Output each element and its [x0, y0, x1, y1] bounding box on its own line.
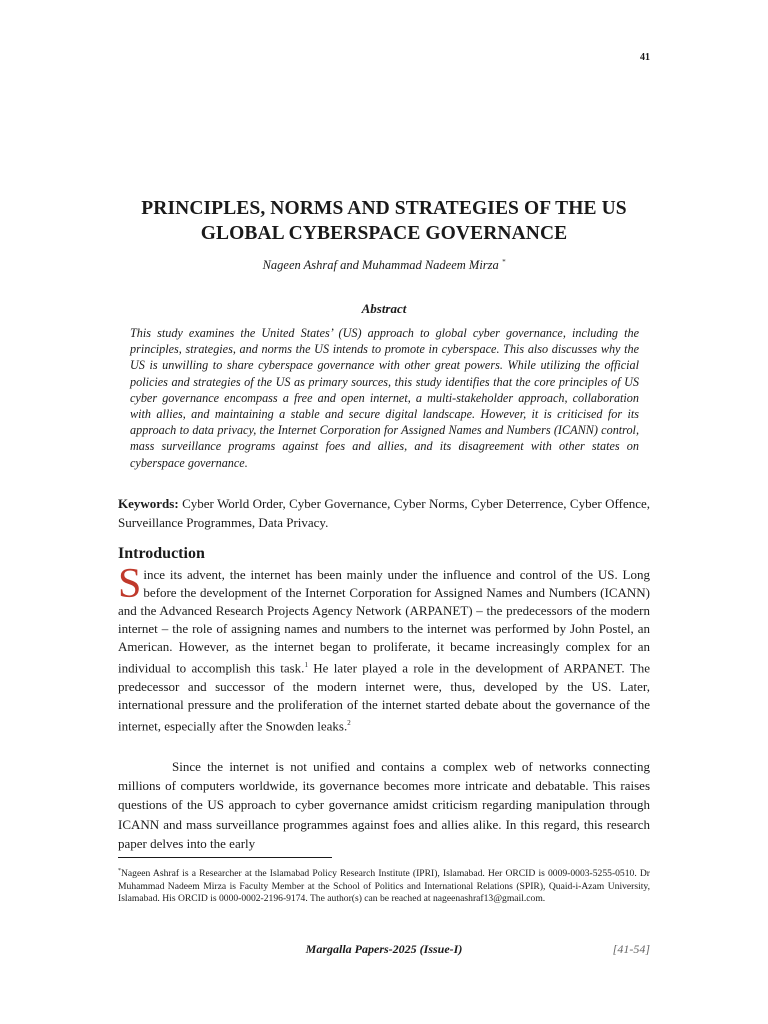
- author-names: Nageen Ashraf and Muhammad Nadeem Mirza: [262, 258, 499, 273]
- section-heading-introduction: Introduction: [118, 545, 205, 562]
- page-number: 41: [640, 52, 650, 63]
- footnote-text: Nageen Ashraf is a Researcher at the Islamabad Policy Research Institute (IPRI), Islamabad. Her ORCID is 0009-0003-5255-0510. Dr Muhammad Nadeem Mirza is Faculty Member at the School of Politics and International Relations (SPIR), Quaid-i-Azam University, Islamabad. His ORCID is 0000-0002-2196-9174. The author(s) can be reached at nageenashraf13@gmail.com.: [118, 868, 650, 904]
- title-line-1: PRINCIPLES, NORMS AND STRATEGIES OF THE US: [141, 198, 627, 219]
- abstract-text: This study examines the United States’ (US) approach to global cyber governance, including the principles, strategies, and norms the US intends to promote in cyberspace. This also discusses why the US is unwilling to share cyberspace governance with other great powers. While utilizing the official policies and strategies of the US as primary sources, this study identifies that the core principles of US cyber governance encompass a free and open internet, a multi-stakeholder approach, collaboration with allies, and maintaining a stable and secure digital landscape. However, it is criticised for its approach to data privacy, the Internet Corporation for Assigned Names and Numbers (ICANN) control, mass surveillance programs against foes and allies, and its disagreement with other states on cyberspace governance.: [130, 326, 639, 470]
- abstract-heading: Abstract: [361, 301, 407, 316]
- footer-page-range: [41-54]: [612, 942, 650, 956]
- title-line-2: GLOBAL CYBERSPACE GOVERNANCE: [200, 223, 568, 244]
- para1-text-a: ince its advent, the internet has been mainly under the influence and control of the US. Long before the development of the Internet Corporation for Assigned Names and Numbers (ICANN) and the Advanced Research Projects Agency Network (ARPANET) – the predecessors of the modern internet – the role of assigning names and numbers to the internet was performed by John Postel, an American. However, as the internet began to proliferate, it became increasingly complex for an individual to accomplish this task.: [118, 567, 650, 676]
- footer-journal-name: Margalla Papers-2025 (Issue-I): [305, 942, 463, 956]
- drop-cap: S: [118, 561, 142, 607]
- para1-text-b: He later played a role in the development of ARPANET. The predecessor and successor of the modern internet were, thus, developed by the US. Later, international pressure and the proliferation of the internet started debate about the governance of the internet, especially after the Snowden leaks.: [118, 660, 650, 734]
- paper-title: [118, 196, 650, 246]
- keywords-text: Cyber World Order, Cyber Governance, Cyber Norms, Cyber Deterrence, Cyber Offence, Surveillance Programmes, Data Privacy.: [118, 496, 651, 530]
- footnote-divider: [118, 857, 332, 858]
- intro-paragraph-1: [118, 561, 650, 736]
- author-line: [118, 258, 650, 273]
- footnote: [118, 865, 650, 905]
- keywords-label: Keywords:: [118, 496, 179, 511]
- author-footnote-mark: *: [501, 258, 506, 266]
- intro-paragraph-2: Since the internet is not unified and contains a complex web of networks connecting millions of computers worldwide, its governance becomes more intricate and debatable. This raises questions of the US approach to cyber governance amidst criticism regarding manipulation through ICANN and mass surveillance programmes against foes and allies alike. In this regard, this research paper delves into the early: [118, 759, 650, 851]
- keywords-block: [118, 494, 650, 532]
- footnote-ref-1[interactable]: 1: [304, 661, 308, 670]
- footnote-ref-2[interactable]: 2: [347, 719, 351, 728]
- footnote-mark: *: [118, 868, 121, 874]
